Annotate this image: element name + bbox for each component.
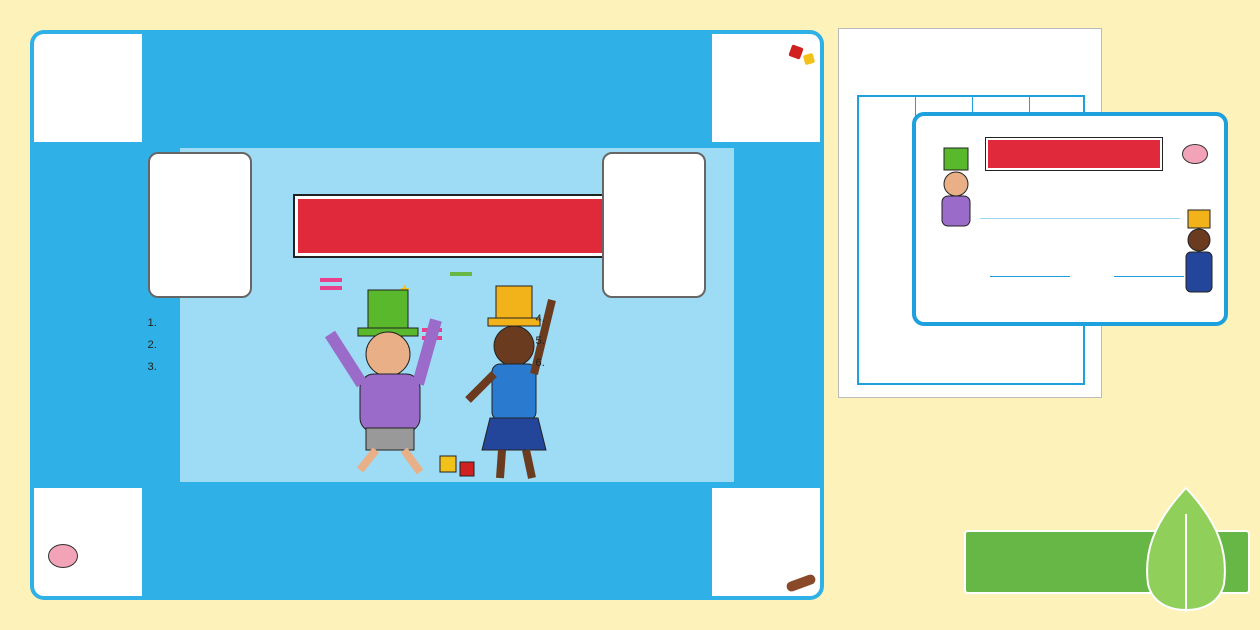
instruction-5 xyxy=(548,334,702,348)
player-1-header xyxy=(859,97,916,121)
date-line xyxy=(990,276,1070,277)
signed-line xyxy=(1114,276,1184,277)
kids-illustration xyxy=(300,250,560,490)
certificate xyxy=(912,112,1228,326)
corner-bottom-left xyxy=(34,488,142,596)
chance-card-slot xyxy=(602,152,706,298)
corner-bottom-right xyxy=(712,488,820,596)
instructions-left xyxy=(142,316,322,382)
leaf-icon xyxy=(1140,484,1232,614)
challenge-card-slot xyxy=(148,152,252,298)
game-board xyxy=(30,30,824,600)
instruction-1 xyxy=(160,316,322,330)
instruction-3 xyxy=(160,360,322,374)
pointing-hand-icon xyxy=(785,573,817,593)
instruction-6 xyxy=(548,356,702,370)
kid-yellow-hat-icon xyxy=(1178,206,1222,316)
instruction-2 xyxy=(160,338,322,352)
instruction-4 xyxy=(548,312,702,326)
dice-icon xyxy=(788,44,803,59)
corner-top-left xyxy=(34,34,142,142)
board-title xyxy=(295,196,619,256)
name-line xyxy=(980,218,1180,219)
instructions-right xyxy=(530,312,702,378)
kid-green-hat-icon xyxy=(926,144,986,244)
corner-top-right xyxy=(712,34,820,142)
brain-icon xyxy=(48,544,78,568)
dice-icon xyxy=(803,53,815,65)
brain-icon xyxy=(1182,144,1208,164)
certificate-title xyxy=(986,138,1162,170)
